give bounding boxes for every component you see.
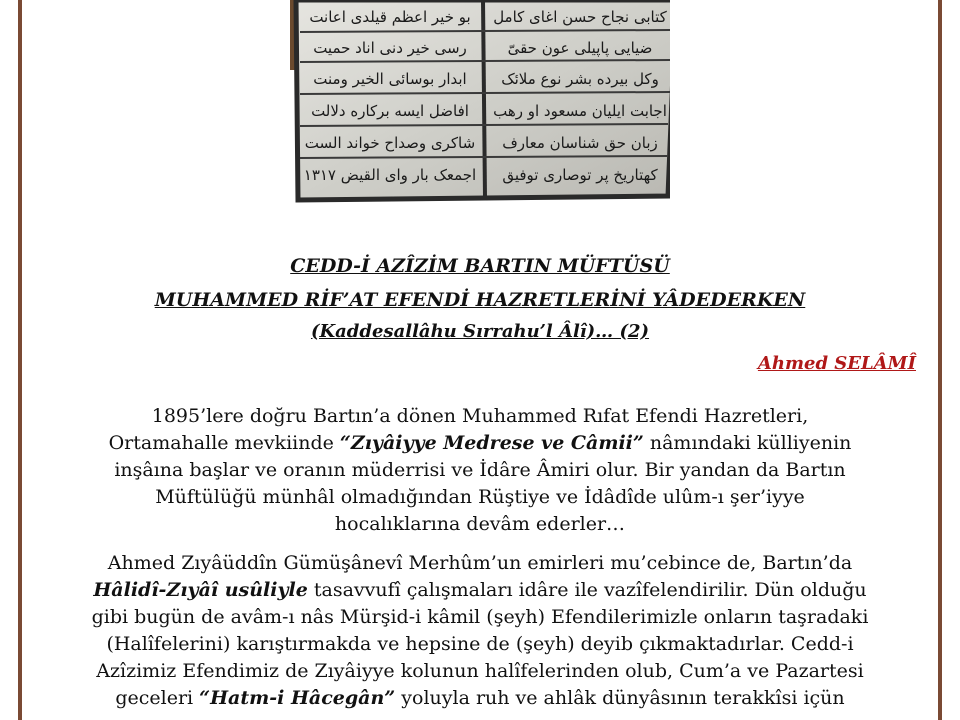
- text-run: tasavvufî çalışmaları idâre ile vazîfelendirilir. Dün olduğu: [307, 579, 867, 601]
- tablet-left-line: افاضل ایسه برکاره دلالت: [311, 102, 469, 120]
- text-run: nâmındaki külliyenin: [643, 432, 852, 454]
- tablet-left-line: رسی خیر دنی اناد حمیت: [313, 39, 467, 57]
- tablet-left-line: شاکری وصداح خواند الست: [304, 134, 476, 152]
- text-run: yoluyla ruh ve ahlâk dünyâsının terakkîsi içün: [395, 687, 845, 709]
- page-frame-left: [18, 0, 22, 720]
- text-run: geceleri: [115, 687, 200, 709]
- emphasis-text: Hâlidî-Zıyâî usûliyle: [93, 579, 308, 601]
- paragraph-line: [30, 430, 930, 457]
- author-name: Ahmed SELÂMÎ: [757, 353, 916, 374]
- emphasis-text: “Hatm-i Hâcegân”: [199, 687, 396, 709]
- tablet-right-line: ضیایی پاپیلی عون حقیّ: [507, 39, 653, 57]
- tablet-right-line: وکل بیرده بشر نوع ملائک: [501, 70, 659, 88]
- tablet-left-line: بو خیر اعظم قیلدی اعانت: [309, 8, 471, 26]
- article-title-line2: MUHAMMED RİF’AT EFENDİ HAZRETLERİNİ YÂDEDERKEN: [154, 289, 806, 311]
- text-run: Ortamahalle mevkiinde: [108, 432, 340, 454]
- page-frame-right: [938, 0, 942, 720]
- tablet-left-line: اجمعک بار وای القیض ۱۳۱۷: [303, 166, 477, 184]
- tablet-right-line: اجابت ایلیان مسعود او رهب: [493, 102, 667, 120]
- tablet-left-line: ابدار بوسائی الخیر ومنت: [313, 70, 467, 88]
- inscription-tablet-image: [290, 0, 670, 205]
- paragraph-line: [30, 685, 930, 712]
- tablet-divider: [483, 0, 485, 198]
- tablet-right-line: کتابی نجاح حسن اغای کامل: [493, 8, 667, 26]
- paragraph-line: Azîzimiz Efendimiz de Zıyâiyye kolunun halîfelerinden olub, Cum’a ve Pazartesi: [96, 660, 864, 682]
- paragraph-1: [30, 403, 930, 538]
- paragraph-line: hocalıklarına devâm ederler…: [334, 513, 626, 535]
- paragraph-line: (Halîfelerini) karıştırmakda ve hepsine de (şeyh) deyib çıkmaktadırlar. Cedd-i: [106, 633, 854, 655]
- article-subtitle: (Kaddesallâhu Sırrahu’l Âlî)… (2): [310, 321, 650, 342]
- paragraph-line: inşâına başlar ve oranın müderrisi ve İdâre Âmiri olur. Bir yandan da Bartın: [114, 459, 846, 481]
- paragraph-line: Müftülüğü münhâl olmadığından Rüştiye ve İdâdîde ulûm-ı şer’iyye: [155, 486, 805, 508]
- tablet-right-line: زبان حق شناسان معارف: [502, 134, 658, 152]
- paragraph-2: [30, 550, 930, 712]
- paragraph-line: 1895’lere doğru Bartın’a dönen Muhammed Rıfat Efendi Hazretleri,: [151, 405, 809, 427]
- emphasis-text: “Zıyâiyye Medrese ve Câmii”: [339, 432, 644, 454]
- tablet-right-line: کهتاریخ پر توصاری توفیق: [502, 166, 658, 184]
- article-title-line1: CEDD-İ AZÎZİM BARTIN MÜFTÜSÜ: [290, 255, 670, 277]
- paragraph-line: [30, 577, 930, 604]
- paragraph-line: gibi bugün de avâm-ı nâs Mürşid-i kâmil (şeyh) Efendilerimizle onların taşradaki: [91, 606, 869, 628]
- paragraph-line: Ahmed Zıyâüddîn Gümüşânevî Merhûm’un emirleri mu’cebince de, Bartın’da: [107, 552, 853, 574]
